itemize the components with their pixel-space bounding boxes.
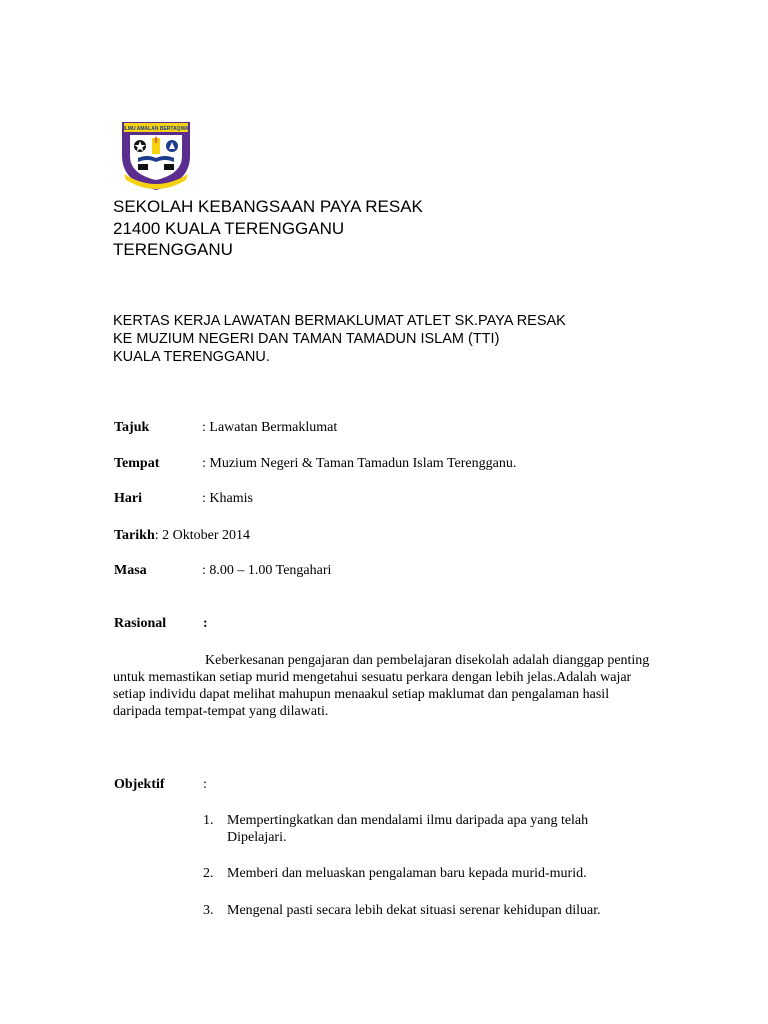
paper-title-line-1: KERTAS KERJA LAWATAN BERMAKLUMAT ATLET SK.PAYA RESAK — [113, 313, 566, 329]
objektif-colon: : — [203, 777, 207, 792]
objektif-label: Objektif — [114, 777, 165, 792]
objektif-item-2-line-1: Memberi dan meluaskan pengalaman baru kepada murid-murid. — [227, 866, 587, 881]
hari-label: Hari — [114, 491, 142, 506]
masa-value: : 8.00 – 1.00 Tengahari — [202, 563, 332, 578]
objektif-item-1-line-1: Mempertingkatkan dan mendalami ilmu daripada apa yang telah — [227, 813, 589, 828]
school-address: 21400 KUALA TERENGGANU — [113, 219, 345, 238]
rasional-line-1: Keberkesanan pengajaran dan pembelajaran disekolah adalah dianggap penting — [205, 653, 650, 668]
school-name: SEKOLAH KEBANGSAAN PAYA RESAK — [113, 197, 423, 216]
objektif-item-2-number: 2. — [203, 866, 214, 881]
tarikh-label: Tarikh — [114, 528, 155, 543]
tajuk-label: Tajuk — [114, 420, 150, 435]
logo-motto: ILMU AMALAN BERTAQWA — [123, 126, 189, 132]
rasional-line-4: daripada tempat-tempat yang dilawati. — [113, 704, 329, 719]
objektif-item-1-number: 1. — [203, 813, 214, 828]
crest-icon — [116, 116, 196, 192]
rasional-line-3: setiap individu dapat melihat mahupun menaakul setiap maklumat dan pengalaman hasil — [113, 687, 610, 702]
paper-title-line-2: KE MUZIUM NEGERI DAN TAMAN TAMADUN ISLAM (TTI) — [113, 331, 500, 347]
tajuk-value: : Lawatan Bermaklumat — [202, 420, 338, 435]
masa-label: Masa — [114, 563, 147, 578]
paper-title-line-3: KUALA TERENGGANU. — [113, 349, 270, 365]
hari-value: : Khamis — [202, 491, 253, 506]
tempat-label: Tempat — [114, 456, 160, 471]
tempat-value: : Muzium Negeri & Taman Tamadun Islam Terengganu. — [202, 456, 517, 471]
rasional-label: Rasional — [114, 616, 167, 631]
rasional-colon: : — [203, 616, 208, 631]
objektif-item-3-line-1: Mengenal pasti secara lebih dekat situasi serenar kehidupan diluar. — [227, 903, 601, 918]
school-crest-logo — [116, 116, 196, 192]
tarikh-row — [114, 526, 250, 545]
objektif-item-3-number: 3. — [203, 903, 214, 918]
school-state: TERENGGANU — [113, 240, 233, 259]
objektif-item-1-line-2: Dipelajari. — [227, 830, 287, 845]
tarikh-value: : 2 Oktober 2014 — [154, 528, 250, 543]
rasional-line-2: untuk memastikan setiap murid mengetahui sesuatu perkara dengan lebih jelas.Adalah wajar — [113, 670, 632, 685]
